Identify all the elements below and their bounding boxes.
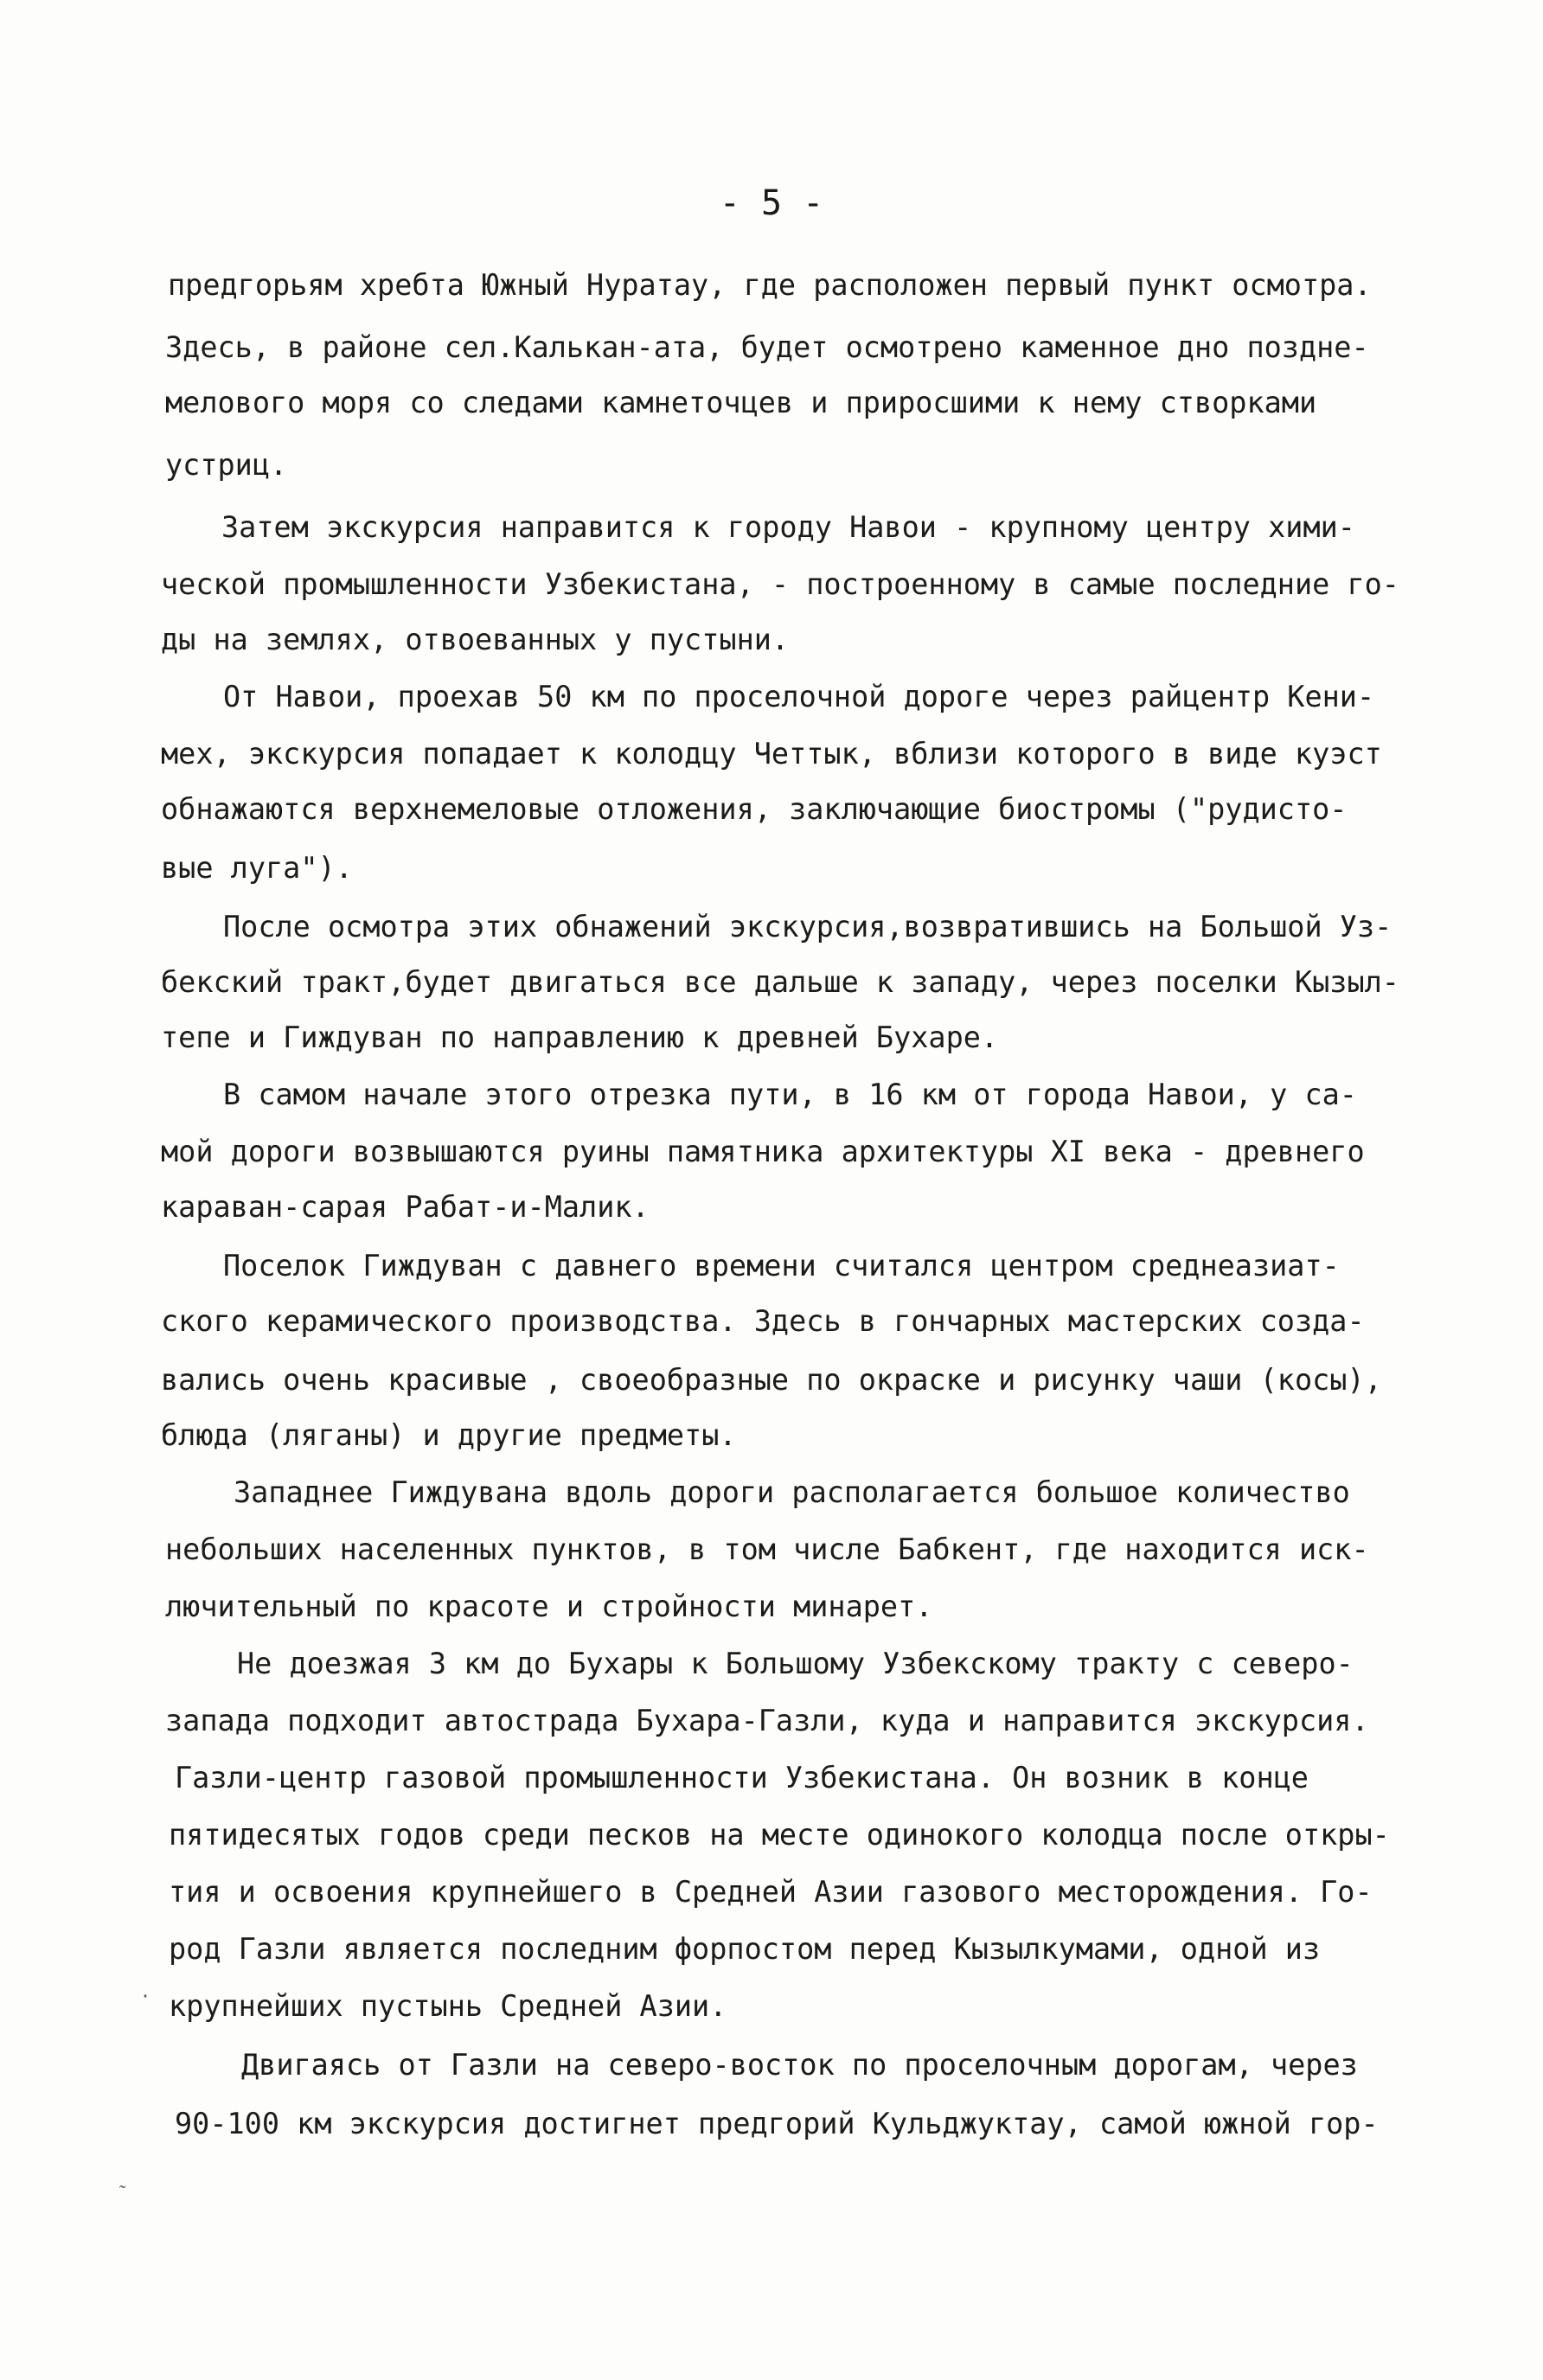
page-number: - 5 -: [719, 183, 824, 223]
text-line: бекский тракт,будет двигаться все дальше к западу, через поселки Кызыл-: [161, 965, 1399, 999]
text-line: небольших населенных пунктов, в том числе Бабкент, где находится иск-: [165, 1532, 1369, 1566]
scan-smudge-mark: ˷: [119, 2168, 126, 2190]
text-line: Двигаясь от Газли на северо-восток по проселочным дорогам, через: [241, 2048, 1358, 2082]
text-line: Поселок Гиждуван с давнего времени считался центром среднеазиат-: [223, 1249, 1340, 1283]
text-line: тепе и Гиждуван по направлению к древней Бухаре.: [161, 1020, 999, 1054]
text-line: запада подходит автострада Бухара-Газли, куда и направится экскурсия.: [165, 1704, 1369, 1737]
text-line: От Навои, проехав 50 км по проселочной дороге через райцентр Кени-: [223, 680, 1375, 713]
text-line: Затем экскурсия направится к городу Навои - крупному центру хими-: [221, 510, 1355, 544]
text-line: мех, экскурсия попадает к колодцу Четтык, вблизи которого в виде куэст: [161, 737, 1382, 771]
text-line: мелового моря со следами камнеточцев и приросшими к нему створками: [165, 386, 1317, 419]
text-line: Газли-центр газовой промышленности Узбекистана. Он возник в конце: [175, 1761, 1309, 1795]
text-line: Не доезжая 3 км до Бухары к Большому Узбекскому тракту с северо-: [237, 1647, 1354, 1680]
text-line: После осмотра этих обнажений экскурсия,возвратившись на Большой Уз-: [223, 910, 1393, 944]
text-line: Здесь, в районе сел.Калькан-ата, будет осмотрено каменное дно поздне-: [165, 330, 1369, 364]
text-line: В самом начале этого отрезка пути, в 16 км от города Навои, у са-: [223, 1078, 1357, 1111]
text-line: предгорьям хребта Южный Нуратау, где расположен первый пункт осмотра.: [168, 268, 1372, 302]
text-line: 90-100 км экскурсия достигнет предгорий Кульджуктау, самой южной гор-: [175, 2107, 1379, 2140]
text-line: мой дороги возвышаются руины памятника архитектуры XI века - древнего: [161, 1135, 1365, 1168]
text-line: тия и освоения крупнейшего в Средней Азии газового месторождения. Го-: [169, 1875, 1373, 1909]
text-line: ского керамического производства. Здесь в гончарных мастерских созда-: [161, 1304, 1365, 1338]
text-line: вые луга").: [161, 851, 353, 885]
text-line: род Газли является последним форпостом перед Кызылкумами, одной из: [169, 1932, 1321, 1966]
text-line: обнажаются верхнемеловые отложения, заключающие биостромы ("рудисто-: [161, 792, 1348, 826]
text-line: ческой промышленности Узбекистана, - построенному в самые последние го-: [161, 567, 1399, 601]
text-line: вались очень красивые , своеобразные по окраске и рисунку чаши (косы),: [161, 1363, 1382, 1397]
scan-dot-mark: ·: [140, 1986, 151, 2006]
text-line: пятидесятых годов среди песков на месте одинокого колодца после откры-: [169, 1818, 1390, 1852]
text-line: крупнейших пустынь Средней Азии.: [169, 1989, 727, 2023]
text-line: караван-сарая Рабат-и-Малик.: [161, 1190, 650, 1224]
text-line: блюда (ляганы) и другие предметы.: [161, 1418, 737, 1452]
text-line: ды на землях, отвоеванных у пустыни.: [161, 623, 790, 656]
text-line: Западнее Гиждувана вдоль дороги располагается большое количество: [234, 1475, 1350, 1509]
text-line: лючительный по красоте и стройности минарет.: [165, 1590, 933, 1623]
text-line: устриц.: [165, 448, 288, 482]
